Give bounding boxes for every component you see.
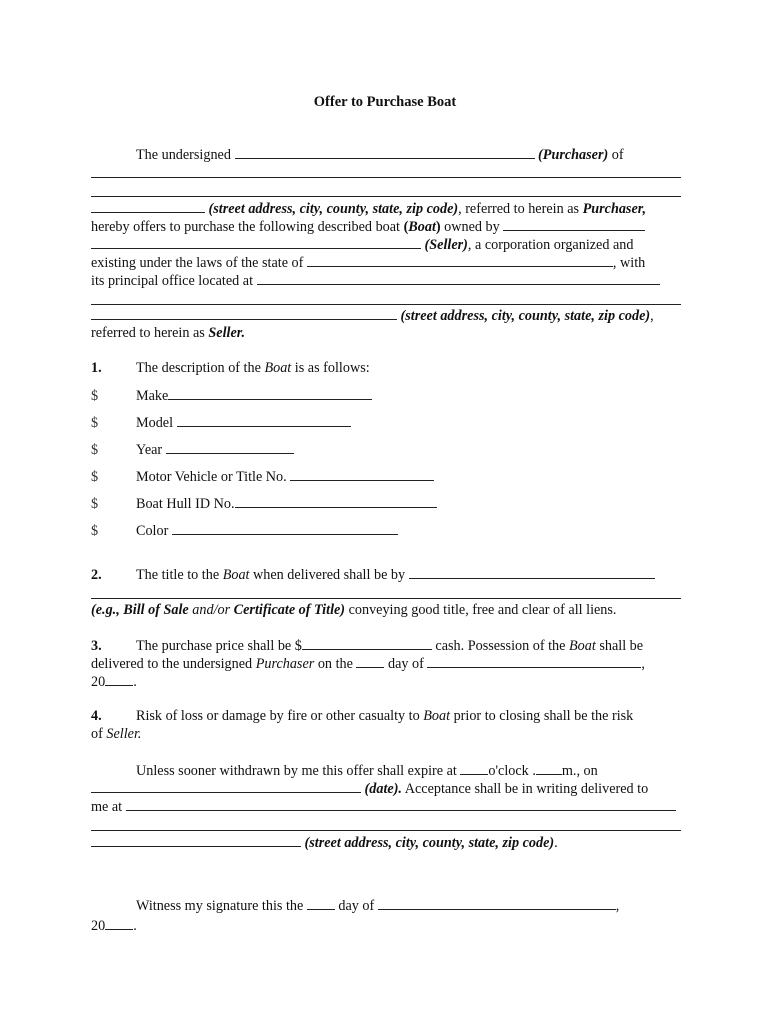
- purchaser-name-field[interactable]: [235, 145, 535, 159]
- list-item-year: $ Year: [91, 440, 681, 458]
- year-field[interactable]: [166, 440, 294, 454]
- preamble-line-3: hereby offers to purchase the following described boat (Boat) owned by: [91, 217, 681, 235]
- section-4-line-1: 4. Risk of loss or damage by fire or other casualty to Boat prior to closing shall be the risk: [91, 708, 634, 724]
- list-item-title-no: $ Motor Vehicle or Title No.: [91, 467, 681, 485]
- model-field[interactable]: [177, 413, 351, 427]
- section-1-heading: 1. The description of the Boat is as follows:: [91, 360, 370, 376]
- preamble-line-2: (street address, city, county, state, zip code), referred to herein as Purchaser,: [91, 199, 681, 217]
- address-line-1[interactable]: [91, 177, 681, 178]
- expire-ampm-field[interactable]: [536, 761, 562, 775]
- witness-line-2: 20 .: [91, 918, 137, 934]
- witness-line-1: Witness my signature this the day of ,: [136, 898, 620, 914]
- expire-date-field[interactable]: [91, 779, 361, 793]
- address-line-2[interactable]: [91, 196, 681, 197]
- preamble-line-5: existing under the laws of the state of , with: [91, 255, 646, 271]
- purchaser-label: (Purchaser): [538, 147, 609, 163]
- expire-line-2: (date). Acceptance shall be in writing delivered to: [91, 779, 681, 797]
- expire-line-3: me at: [91, 797, 681, 815]
- expire-line-4: (street address, city, county, state, zip code).: [91, 833, 681, 851]
- section-2-line-2: (e.g., Bill of Sale and/or Certificate of Title) conveying good title, free and clear of all liens.: [91, 602, 617, 618]
- expire-hour-field[interactable]: [460, 761, 488, 775]
- title-no-field[interactable]: [290, 467, 434, 481]
- section-4-line-2: of Seller.: [91, 726, 142, 742]
- delivery-address-field-3[interactable]: [91, 833, 301, 847]
- witness-month-field[interactable]: [378, 896, 616, 910]
- preamble-line-8: referred to herein as Seller.: [91, 325, 246, 341]
- section-3-line-3: 20 .: [91, 674, 137, 690]
- purchaser-address-field[interactable]: [91, 199, 205, 213]
- delivery-address-field[interactable]: [126, 797, 676, 811]
- delivery-address-line-2[interactable]: [91, 830, 681, 831]
- color-field[interactable]: [172, 521, 398, 535]
- seller-name-field[interactable]: [91, 235, 421, 249]
- witness-year-field[interactable]: [105, 916, 133, 930]
- list-item-color: $ Color: [91, 521, 681, 539]
- expire-line-1: Unless sooner withdrawn by me this offer shall expire at o'clock . m., on: [136, 763, 598, 779]
- address-line-3[interactable]: [91, 304, 681, 305]
- preamble-line-7: (street address, city, county, state, zip code),: [91, 306, 681, 324]
- undersigned-text: The undersigned: [136, 147, 231, 163]
- list-item-make: $ Make: [91, 386, 681, 404]
- title-method-field[interactable]: [409, 565, 655, 579]
- preamble-line-1: The undersigned (Purchaser) of: [136, 147, 624, 163]
- price-field[interactable]: [302, 636, 432, 650]
- principal-office-field[interactable]: [257, 271, 660, 285]
- document-title: Offer to Purchase Boat: [313, 94, 457, 110]
- section-3-line-2: delivered to the undersigned Purchaser on the day of ,: [91, 656, 645, 672]
- list-item-model: $ Model: [91, 413, 681, 431]
- section-2-line-1: 2. The title to the Boat when delivered shall be by: [91, 565, 681, 583]
- make-field[interactable]: [168, 386, 372, 400]
- witness-day-field[interactable]: [307, 896, 335, 910]
- hull-id-field[interactable]: [235, 494, 437, 508]
- seller-address-field[interactable]: [91, 306, 397, 320]
- state-field[interactable]: [307, 253, 613, 267]
- delivery-month-field[interactable]: [427, 654, 641, 668]
- preamble-line-6: its principal office located at: [91, 271, 681, 289]
- delivery-year-field[interactable]: [105, 672, 133, 686]
- title-method-line-2[interactable]: [91, 598, 681, 599]
- owner-field[interactable]: [503, 217, 645, 231]
- delivery-day-field[interactable]: [356, 654, 384, 668]
- list-item-hull-id: $ Boat Hull ID No.: [91, 494, 681, 512]
- preamble-line-4: (Seller), a corporation organized and: [91, 235, 681, 253]
- section-3-line-1: 3. The purchase price shall be $ cash. Possession of the Boat shall be: [91, 638, 644, 654]
